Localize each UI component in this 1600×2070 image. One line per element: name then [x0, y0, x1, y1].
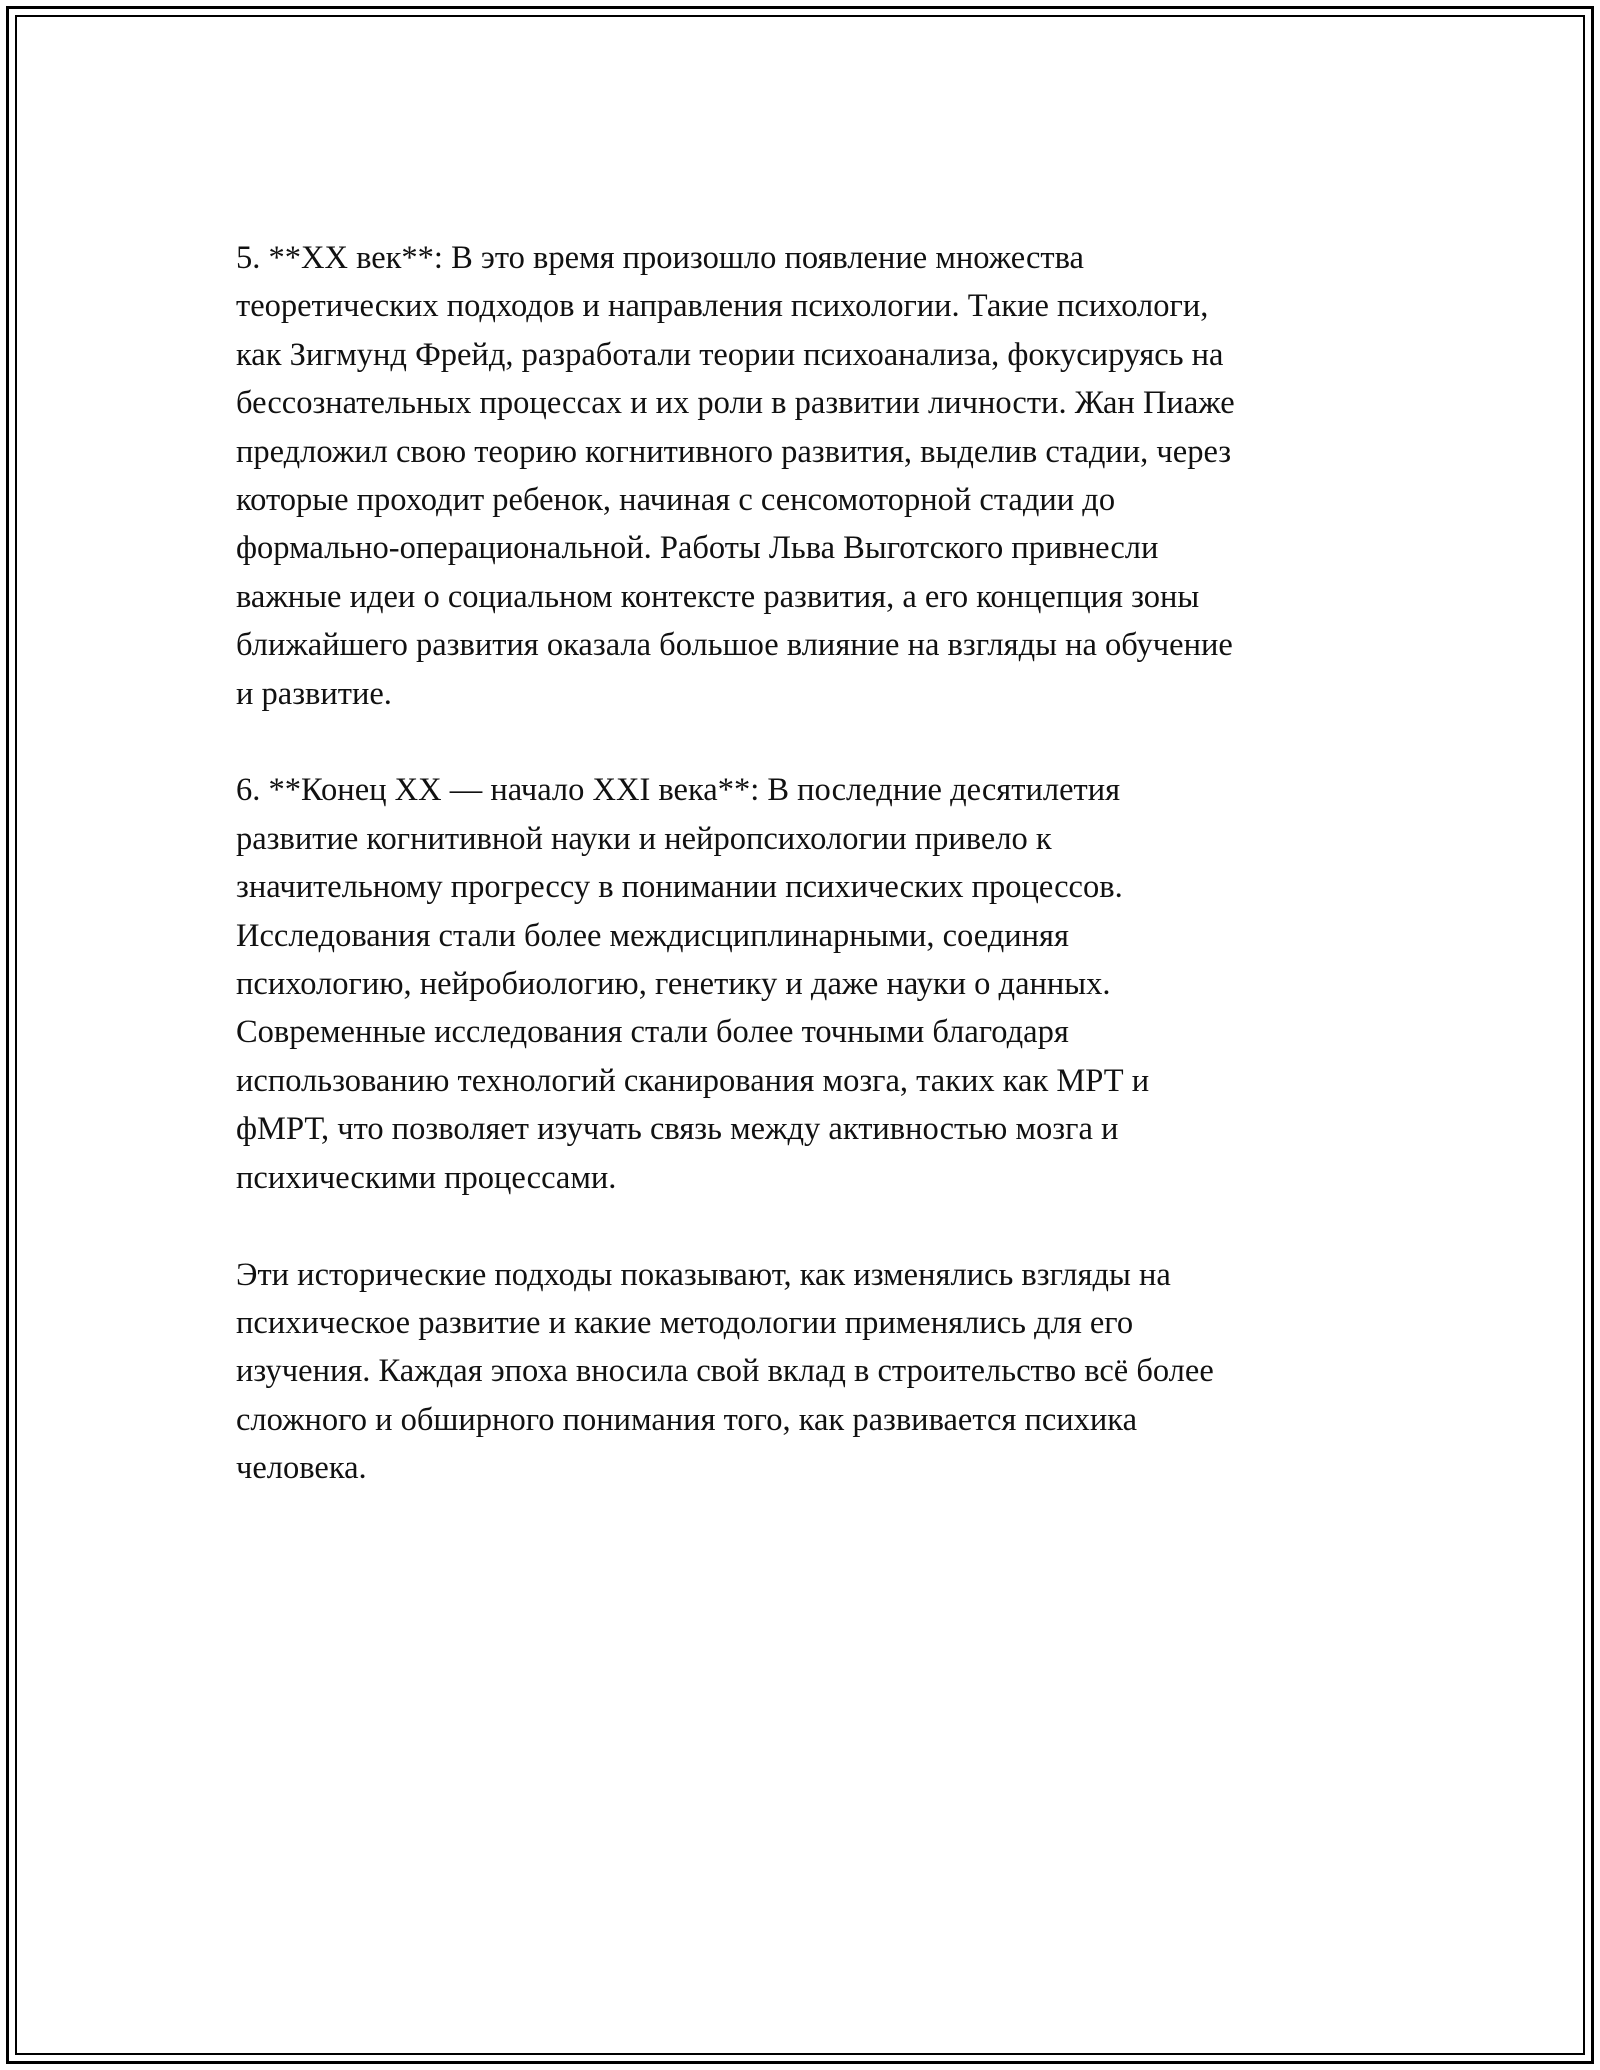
document-body — [236, 234, 1386, 1541]
paragraph-xx-century: 5. **XX век**: В это время произошло появление множества теоретических подходов и направления психологии. Такие психологи, как Зигмунд Фрейд, разработали теории психоанализа, фокусируясь на бессознательных процессах и их роли в развитии личности. Жан Пиаже предложил свою теорию когнитивного развития, выделив стадии, через которые проходит ребенок, начиная с сенсомоторной стадии до формально-операциональной. Работы Льва Выготского привнесли важные идеи о социальном контексте развития, а его концепция зоны ближайшего развития оказала большое влияние на взгляды на обучение и развитие. — [236, 240, 1235, 712]
paragraph-late-xx-early-xxi-century: 6. **Конец XX — начало XXI века**: В последние десятилетия развитие когнитивной науки и нейропсихологии привело к значительному прогрессу в понимании психических процессов. Исследования стали более междисциплинарными, соединяя психологию, нейробиологию, генетику и даже науки о данных. Современные исследования стали более точными благодаря использованию технологий сканирования мозга, таких как МРТ и фМРТ, что позволяет изучать связь между активностью мозга и психическими процессами. — [236, 772, 1150, 1196]
paragraph-conclusion: Эти исторические подходы показывают, как изменялись взгляды на психическое развитие и какие методологии применялись для его изучения. Каждая эпоха вносила свой вклад в строительство всё более сложного и обширного понимания того, как развивается психика человека. — [236, 1256, 1214, 1487]
